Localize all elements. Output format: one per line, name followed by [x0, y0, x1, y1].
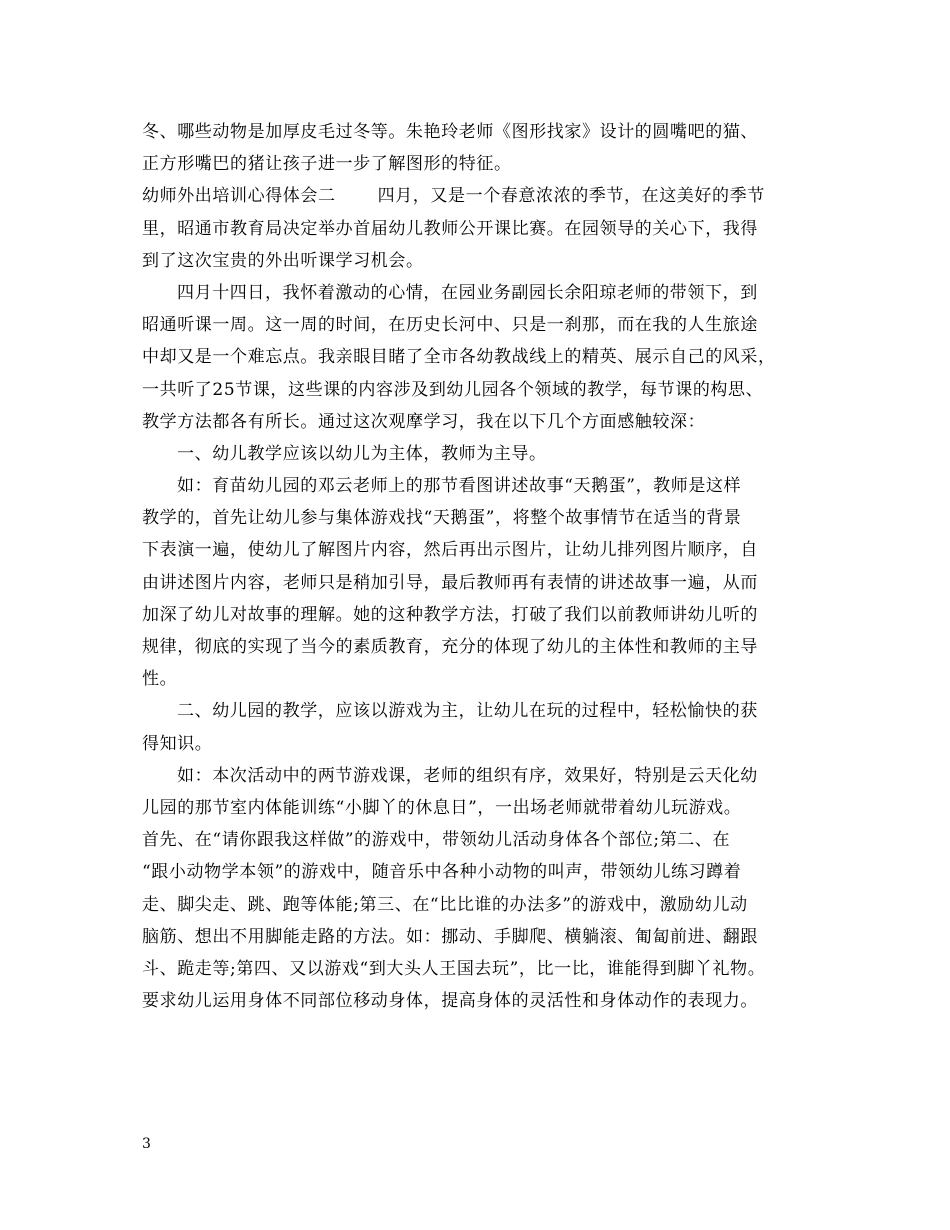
- text-line: 教学方法都各有所长。通过这次观摩学习，我在以下几个方面感触较深：: [142, 411, 706, 432]
- section-opening-text: 四月，又是一个春意浓浓的季节，在这美好的季节: [377, 186, 765, 207]
- paragraph-start: 如：育苗幼儿园的邓云老师上的那节看图讲述故事“天鹅蛋”，教师是这样: [177, 476, 742, 497]
- text-line: 脑筋、想出不用脚能走路的方法。如：挪动、手脚爬、横躺滚、匍匐前进、翻跟: [142, 926, 758, 947]
- numbered-heading: 一、幼儿教学应该以幼儿为主体，教师为主导。: [177, 443, 547, 464]
- text-line: 到了这次宝贵的外出听课学习机会。: [142, 250, 424, 271]
- text-line: 中却又是一个难忘点。我亲眼目睹了全市各幼教战线上的精英、展示自己的风采，: [142, 347, 776, 368]
- page-number: 3: [142, 1136, 151, 1152]
- text-line: 冬、哪些动物是加厚皮毛过冬等。朱艳玲老师《图形找家》设计的圆嘴吧的猫、: [142, 122, 758, 142]
- text-line: 儿园的那节室内体能训练“小脚丫的休息日”，一出场老师就带着幼儿玩游戏。: [142, 797, 742, 818]
- text-line: 下表演一遍，使幼儿了解图片内容，然后再出示图片，让幼儿排列图片顺序，自: [142, 540, 758, 561]
- text-line: 由讲述图片内容，老师只是稍加引导，最后教师再有表情的讲述故事一遍，从而: [142, 572, 758, 593]
- text-line: 走、脚尖走、跳、跑等体能;第三、在“比比谁的办法多”的游戏中，激励幼儿动: [142, 894, 748, 915]
- text-line: 昭通听课一周。这一周的时间，在历史长河中、只是一刹那，而在我的人生旅途: [142, 315, 758, 336]
- numbered-heading: 二、幼儿园的教学，应该以游戏为主，让幼儿在玩的过程中，轻松愉快的获: [177, 701, 758, 722]
- text-line: 规律，彻底的实现了当今的素质教育，充分的体现了幼儿的主体性和教师的主导: [142, 637, 758, 657]
- text-line: 正方形嘴巴的猪让孩子进一步了解图形的特征。: [142, 154, 512, 175]
- text-line: 首先、在“请你跟我这样做”的游戏中，带领幼儿活动身体各个部位;第二、在: [142, 830, 731, 851]
- text-line: 加深了幼儿对故事的理解。她的这种教学方法，打破了我们以前教师讲幼儿听的: [142, 604, 758, 625]
- text-line: 得知识。: [142, 733, 213, 754]
- document-body: [142, 116, 810, 1017]
- text-line: 性。: [142, 669, 178, 690]
- text-line: 要求幼儿运用身体不同部位移动身体，提高身体的灵活性和身体动作的表现力。: [142, 991, 758, 1012]
- paragraph-start: 如：本次活动中的两节游戏课，老师的组织有序，效果好，特别是云天化幼: [177, 765, 758, 786]
- paragraph-start: 四月十四日，我怀着激动的心情，在园业务副园长余阳琼老师的带领下，到: [177, 282, 758, 303]
- text-line: “跟小动物学本领”的游戏中，随音乐中各种小动物的叫声，带领幼儿练习蹲着: [142, 862, 742, 883]
- text-line: 里，昭通市教育局决定举办首届幼儿教师公开课比赛。在园领导的关心下，我得: [142, 218, 758, 239]
- text-line: 教学的，首先让幼儿参与集体游戏找“天鹅蛋”，将整个故事情节在适当的背景: [142, 508, 742, 529]
- text-line: 一共听了25节课，这些课的内容涉及到幼儿园各个领域的教学，每节课的构思、: [142, 379, 764, 400]
- text-line: 斗、跪走等;第四、又以游戏“到大头人王国去玩”，比一比，谁能得到脚丫礼物。: [142, 958, 766, 979]
- section-title: 幼师外出培训心得体会二: [142, 186, 336, 207]
- heading-line: [142, 180, 810, 212]
